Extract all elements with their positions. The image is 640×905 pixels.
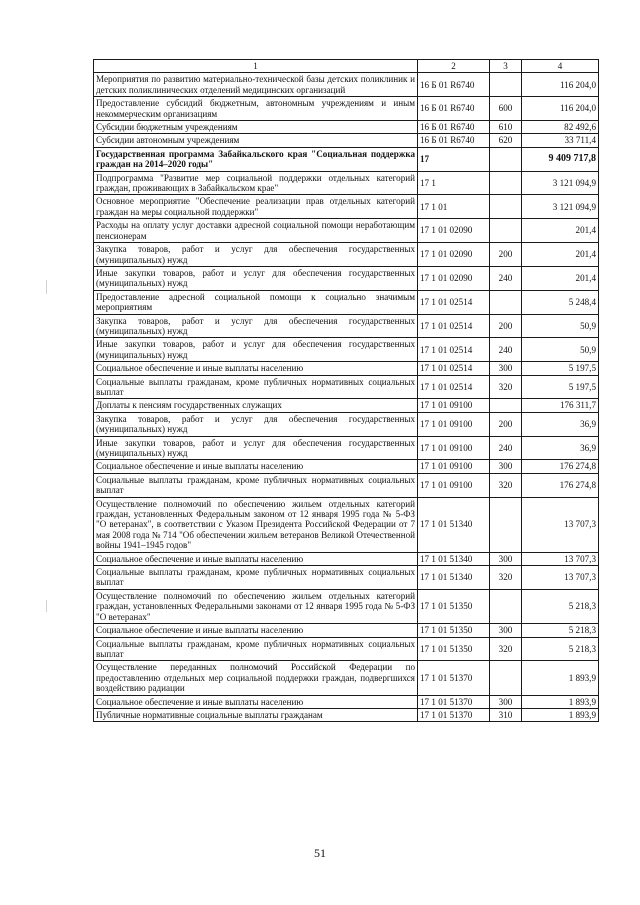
page-number: 51 <box>314 846 326 860</box>
row-name-cell: Иные закупки товаров, работ и услуг для обеспечения государственных (муниципальных) нужд <box>94 436 418 460</box>
row-name-cell: Доплаты к пенсиям государственных служащих <box>94 399 418 412</box>
table-row <box>94 375 599 399</box>
row-code-cell: 17 1 01 51350 <box>418 589 490 623</box>
row-name-cell: Закупка товаров, работ и услуг для обеспечения государственных (муниципальных) нужд <box>94 412 418 436</box>
row-code-cell: 17 1 01 51340 <box>418 552 490 565</box>
row-name-cell: Осуществление переданных полномочий Российской Федерации по предоставлению отдельных мер социальной поддержки граждан, подвергшихся воздействию радиации <box>94 661 418 695</box>
row-amount-cell: 1 893,9 <box>522 661 599 695</box>
table-row <box>94 589 599 623</box>
table-header <box>94 60 599 73</box>
row-expense-type-cell: 240 <box>490 338 522 362</box>
row-amount-cell: 82 492,6 <box>522 121 599 134</box>
row-name-cell: Основное мероприятие "Обеспечение реализации прав отдельных категорий граждан на меры социальной поддержки" <box>94 195 418 219</box>
header-col-code-number: 2 <box>418 60 490 73</box>
row-expense-type-cell: 620 <box>490 134 522 147</box>
table-row <box>94 497 599 552</box>
table-row <box>94 399 599 412</box>
row-code-cell: 17 1 01 <box>418 195 490 219</box>
table-row <box>94 473 599 497</box>
row-name-cell: Социальные выплаты гражданам, кроме публичных нормативных социальных выплат <box>94 637 418 661</box>
table-row <box>94 73 599 97</box>
row-amount-cell: 13 707,3 <box>522 552 599 565</box>
row-expense-type-cell <box>490 195 522 219</box>
scan-artifact-line <box>46 600 47 612</box>
table-row <box>94 97 599 121</box>
row-name-cell: Расходы на оплату услуг доставки адресной социальной помощи неработающим пенсионерам <box>94 219 418 243</box>
scan-artifact-line <box>46 280 47 294</box>
row-code-cell: 17 1 01 51370 <box>418 661 490 695</box>
row-amount-cell: 5 218,3 <box>522 624 599 637</box>
row-code-cell: 17 1 01 51350 <box>418 637 490 661</box>
row-expense-type-cell: 300 <box>490 362 522 375</box>
table-body <box>94 73 599 722</box>
table-row <box>94 290 599 314</box>
table-row <box>94 637 599 661</box>
row-name-cell: Социальные выплаты гражданам, кроме публичных нормативных социальных выплат <box>94 473 418 497</box>
row-amount-cell: 1 893,9 <box>522 708 599 721</box>
row-expense-type-cell <box>490 73 522 97</box>
table-row <box>94 661 599 695</box>
row-amount-cell: 5 197,5 <box>522 362 599 375</box>
row-expense-type-cell <box>490 290 522 314</box>
table-row <box>94 243 599 267</box>
header-col-type-number: 3 <box>490 60 522 73</box>
row-name-cell: Иные закупки товаров, работ и услуг для обеспечения государственных (муниципальных) нужд <box>94 338 418 362</box>
row-code-cell: 17 1 01 02514 <box>418 375 490 399</box>
row-amount-cell: 5 248,4 <box>522 290 599 314</box>
row-amount-cell: 176 311,7 <box>522 399 599 412</box>
row-amount-cell: 5 218,3 <box>522 637 599 661</box>
row-code-cell: 17 1 01 09100 <box>418 460 490 473</box>
row-expense-type-cell: 200 <box>490 412 522 436</box>
row-amount-cell: 3 121 094,9 <box>522 195 599 219</box>
row-code-cell: 17 1 01 02090 <box>418 219 490 243</box>
row-amount-cell: 3 121 094,9 <box>522 171 599 195</box>
row-expense-type-cell: 300 <box>490 695 522 708</box>
row-code-cell: 17 1 01 09100 <box>418 399 490 412</box>
row-code-cell: 17 1 01 02090 <box>418 243 490 267</box>
row-expense-type-cell: 320 <box>490 473 522 497</box>
row-amount-cell: 201,4 <box>522 266 599 290</box>
header-row <box>94 60 599 73</box>
table-row <box>94 121 599 134</box>
row-code-cell: 17 1 01 51370 <box>418 708 490 721</box>
row-name-cell: Иные закупки товаров, работ и услуг для обеспечения государственных (муниципальных) нужд <box>94 266 418 290</box>
row-name-cell: Социальное обеспечение и иные выплаты населению <box>94 362 418 375</box>
row-expense-type-cell <box>490 147 522 171</box>
row-amount-cell: 201,4 <box>522 243 599 267</box>
table-row <box>94 171 599 195</box>
row-name-cell: Осуществление полномочий по обеспечению жильем отдельных категорий граждан, установленных Федеральными законами от 12 января 1995 года № 5-ФЗ "О ветеранах" <box>94 589 418 623</box>
row-code-cell: 17 <box>418 147 490 171</box>
row-expense-type-cell: 300 <box>490 624 522 637</box>
row-expense-type-cell <box>490 171 522 195</box>
row-expense-type-cell: 200 <box>490 314 522 338</box>
row-code-cell: 17 1 01 02514 <box>418 338 490 362</box>
table-row <box>94 338 599 362</box>
row-amount-cell: 50,9 <box>522 338 599 362</box>
row-name-cell: Предоставление субсидий бюджетным, автономным учреждениям и иным некоммерческим организациям <box>94 97 418 121</box>
table-row <box>94 695 599 708</box>
table-row <box>94 134 599 147</box>
row-expense-type-cell <box>490 661 522 695</box>
row-code-cell: 16 Б 01 R6740 <box>418 73 490 97</box>
row-code-cell: 16 Б 01 R6740 <box>418 134 490 147</box>
row-code-cell: 17 1 01 51370 <box>418 695 490 708</box>
row-name-cell: Субсидии автономным учреждениям <box>94 134 418 147</box>
row-expense-type-cell: 310 <box>490 708 522 721</box>
header-col-sum-number: 4 <box>522 60 599 73</box>
table-row <box>94 460 599 473</box>
row-amount-cell: 13 707,3 <box>522 566 599 590</box>
row-amount-cell: 9 409 717,8 <box>522 147 599 171</box>
row-amount-cell: 36,9 <box>522 436 599 460</box>
row-code-cell: 17 1 01 09100 <box>418 436 490 460</box>
row-amount-cell: 176 274,8 <box>522 460 599 473</box>
row-amount-cell: 116 204,0 <box>522 97 599 121</box>
row-code-cell: 16 Б 01 R6740 <box>418 97 490 121</box>
table-row <box>94 195 599 219</box>
row-code-cell: 17 1 01 09100 <box>418 473 490 497</box>
row-name-cell: Социальные выплаты гражданам, кроме публичных нормативных социальных выплат <box>94 566 418 590</box>
header-col-name-number: 1 <box>94 60 418 73</box>
row-name-cell: Публичные нормативные социальные выплаты гражданам <box>94 708 418 721</box>
row-amount-cell: 5 197,5 <box>522 375 599 399</box>
row-expense-type-cell: 320 <box>490 566 522 590</box>
budget-allocation-table <box>93 59 599 722</box>
table-row <box>94 362 599 375</box>
row-expense-type-cell <box>490 497 522 552</box>
row-expense-type-cell: 300 <box>490 552 522 565</box>
row-amount-cell: 201,4 <box>522 219 599 243</box>
row-amount-cell: 50,9 <box>522 314 599 338</box>
table-row <box>94 314 599 338</box>
row-name-cell: Социальные выплаты гражданам, кроме публичных нормативных социальных выплат <box>94 375 418 399</box>
table-row <box>94 266 599 290</box>
row-name-cell: Предоставление адресной социальной помощи к социально значимым мероприятиям <box>94 290 418 314</box>
row-expense-type-cell: 320 <box>490 637 522 661</box>
row-code-cell: 16 Б 01 R6740 <box>418 121 490 134</box>
row-amount-cell: 176 274,8 <box>522 473 599 497</box>
table-row <box>94 147 599 171</box>
row-name-cell: Закупка товаров, работ и услуг для обеспечения государственных (муниципальных) нужд <box>94 314 418 338</box>
table-row <box>94 708 599 721</box>
row-expense-type-cell: 610 <box>490 121 522 134</box>
row-amount-cell: 36,9 <box>522 412 599 436</box>
row-name-cell: Закупка товаров, работ и услуг для обеспечения государственных (муниципальных) нужд <box>94 243 418 267</box>
row-expense-type-cell: 600 <box>490 97 522 121</box>
row-amount-cell: 1 893,9 <box>522 695 599 708</box>
row-name-cell: Мероприятия по развитию материально-технической базы детских поликлиник и детских поликлинических отделений медицинских организаций <box>94 73 418 97</box>
row-name-cell: Государственная программа Забайкальского края "Социальная поддержка граждан на 2014–2020 годы" <box>94 147 418 171</box>
row-code-cell: 17 1 <box>418 171 490 195</box>
row-name-cell: Социальное обеспечение и иные выплаты населению <box>94 624 418 637</box>
row-expense-type-cell <box>490 219 522 243</box>
row-name-cell: Социальное обеспечение и иные выплаты населению <box>94 695 418 708</box>
table-row <box>94 624 599 637</box>
row-expense-type-cell: 320 <box>490 375 522 399</box>
row-expense-type-cell <box>490 589 522 623</box>
table-row <box>94 412 599 436</box>
row-name-cell: Социальное обеспечение и иные выплаты населению <box>94 552 418 565</box>
row-code-cell: 17 1 01 02514 <box>418 290 490 314</box>
row-amount-cell: 116 204,0 <box>522 73 599 97</box>
row-name-cell: Социальное обеспечение и иные выплаты населению <box>94 460 418 473</box>
table-row <box>94 566 599 590</box>
row-amount-cell: 5 218,3 <box>522 589 599 623</box>
row-code-cell: 17 1 01 51350 <box>418 624 490 637</box>
row-name-cell: Субсидии бюджетным учреждениям <box>94 121 418 134</box>
row-expense-type-cell: 240 <box>490 266 522 290</box>
row-expense-type-cell: 200 <box>490 243 522 267</box>
row-amount-cell: 33 711,4 <box>522 134 599 147</box>
table-row <box>94 219 599 243</box>
row-code-cell: 17 1 01 02514 <box>418 362 490 375</box>
row-name-cell: Подпрограмма "Развитие мер социальной поддержки отдельных категорий граждан, проживающих в Забайкальском крае" <box>94 171 418 195</box>
row-expense-type-cell: 240 <box>490 436 522 460</box>
row-amount-cell: 13 707,3 <box>522 497 599 552</box>
row-code-cell: 17 1 01 51340 <box>418 497 490 552</box>
row-code-cell: 17 1 01 51340 <box>418 566 490 590</box>
table-row <box>94 436 599 460</box>
row-expense-type-cell <box>490 399 522 412</box>
row-code-cell: 17 1 01 02090 <box>418 266 490 290</box>
row-expense-type-cell: 300 <box>490 460 522 473</box>
table-row <box>94 552 599 565</box>
row-code-cell: 17 1 01 09100 <box>418 412 490 436</box>
row-name-cell: Осуществление полномочий по обеспечению жильем отдельных категорий граждан, установленных Федеральным законом от 12 января 1995 года № 5-ФЗ "О ветеранах", в соответствии с Указом Президента Российской Федерации от 7 мая 2008 года № 714 "Об обеспечении жильем ветеранов Великой Отечественной войны 1941–1945 годов" <box>94 497 418 552</box>
row-code-cell: 17 1 01 02514 <box>418 314 490 338</box>
